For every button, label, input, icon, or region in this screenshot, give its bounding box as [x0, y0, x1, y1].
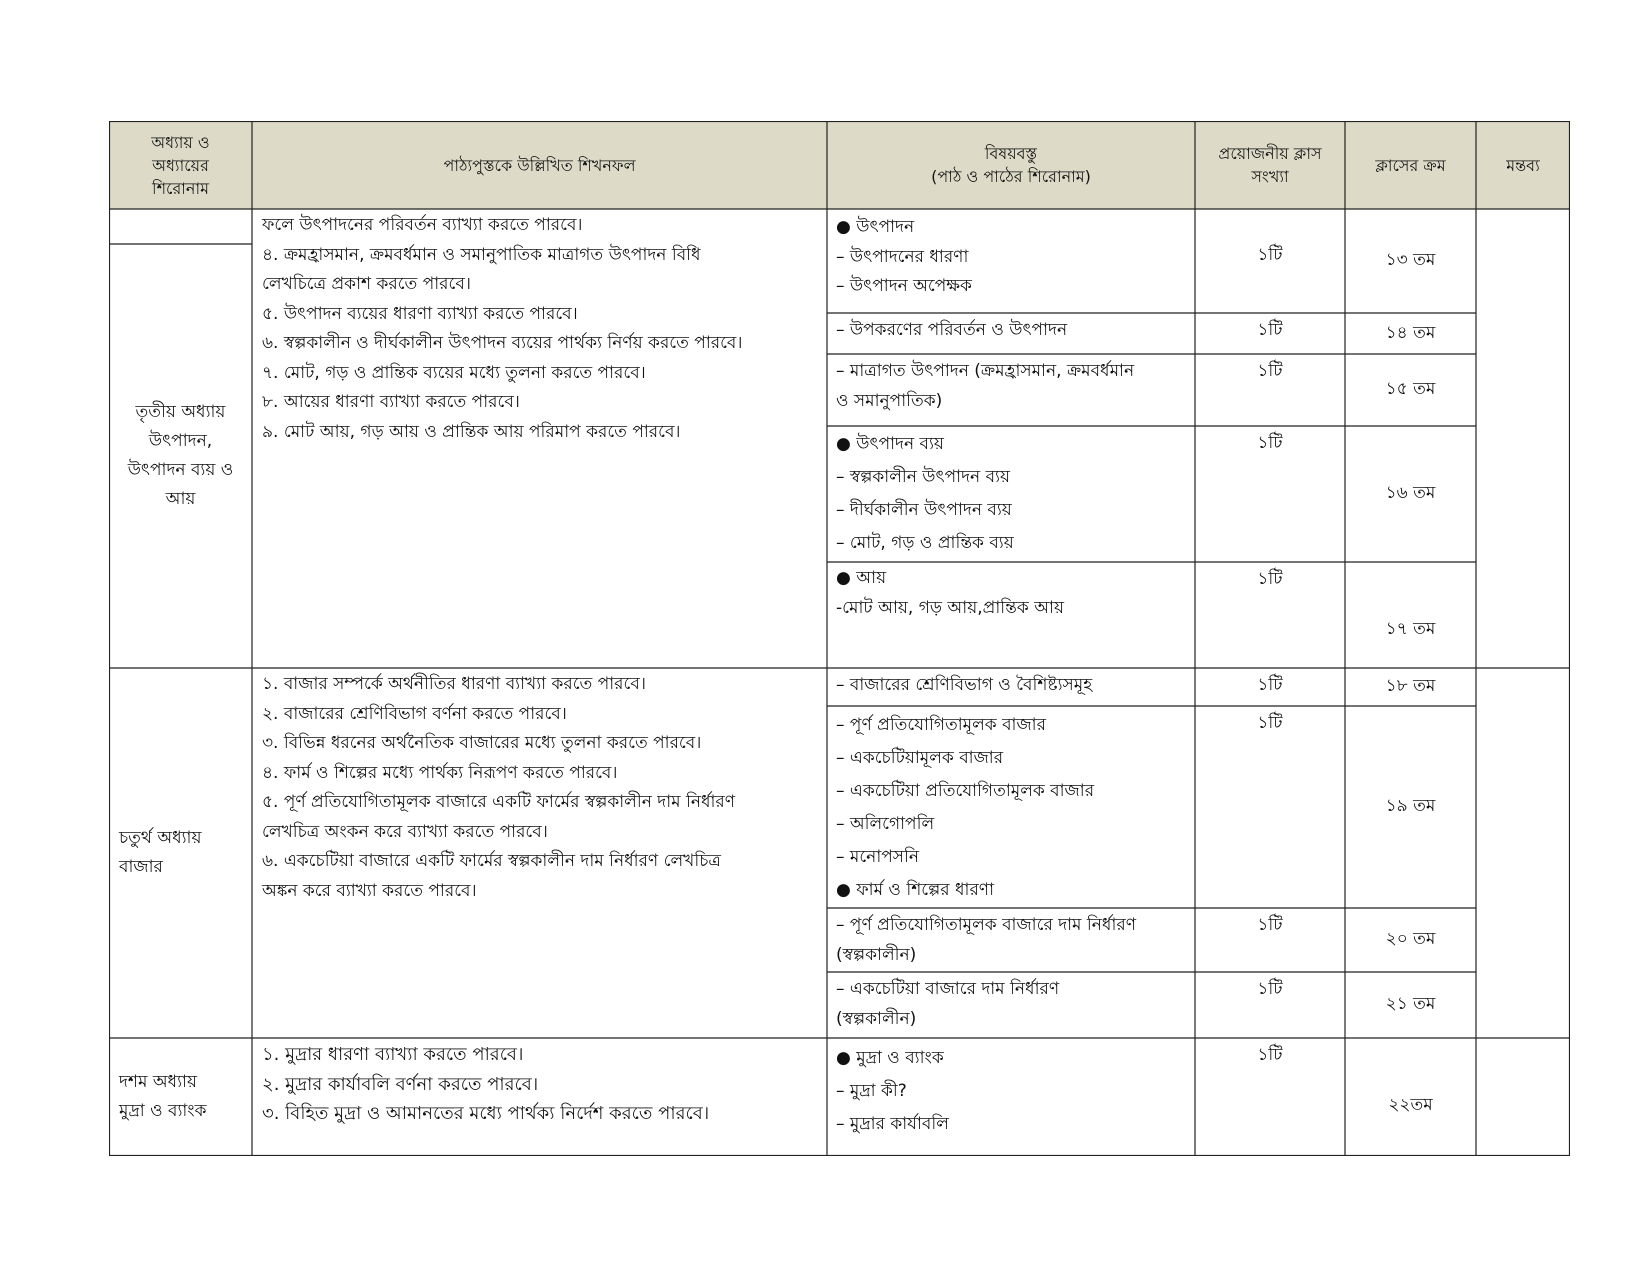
class-order: ১৬ তম — [1385, 483, 1436, 504]
header-text: ক্লাসের ক্রম — [1375, 155, 1446, 175]
content-line: – পূর্ণ প্রতিযোগিতামূলক বাজারে দাম নির্ধারণ — [836, 915, 1137, 935]
content-line: ● ফার্ম ও শিল্পের ধারণা — [836, 880, 995, 900]
content-line: ● আয় — [836, 568, 887, 588]
class-count: ১টি — [1257, 915, 1283, 935]
outcome-line: ৮. আয়ের ধারণা ব্যাখ্যা করতে পারবে। — [262, 392, 520, 412]
content-line: – একচেটিয়া বাজারে দাম নির্ধারণ — [836, 979, 1060, 999]
chapter-title: মুদ্রা ও ব্যাংক — [119, 1101, 207, 1121]
content-line: – পূর্ণ প্রতিযোগিতামূলক বাজার — [836, 715, 1046, 735]
content-cell — [836, 316, 1191, 352]
content-cell — [836, 564, 1191, 664]
chapter-title: উৎপাদন ব্যয় ও — [127, 460, 234, 480]
outcomes-cell — [262, 1040, 822, 1154]
class-order: ১৯ তম — [1385, 796, 1436, 817]
outcome-line: ৪. ফার্ম ও শিল্পের মধ্যে পার্থক্য নিরূপণ করতে পারবে। — [262, 762, 618, 783]
content-line: – একচেটিয়া প্রতিযোগিতামূলক বাজার — [836, 781, 1095, 801]
chapter-title: তৃতীয় অধ্যায় — [135, 402, 226, 422]
syllabus-table — [109, 121, 1570, 1156]
content-line: (স্বল্পকালীন) — [836, 1008, 917, 1029]
content-line: ● উৎপাদন — [836, 217, 915, 237]
class-count: ১টি — [1257, 361, 1283, 381]
class-count: ১টি — [1257, 979, 1283, 999]
content-line: -মোট আয়, গড় আয়,প্রান্তিক আয় — [836, 597, 1064, 618]
chapter-title: দশম অধ্যায় — [119, 1072, 197, 1092]
content-line: – মোট, গড় ও প্রান্তিক ব্যয় — [836, 533, 1014, 553]
header-text: সংখ্যা — [1251, 167, 1289, 186]
class-order: ১৭ তম — [1385, 619, 1436, 640]
chapter-title: উৎপাদন, — [148, 431, 213, 451]
chapter-title: আয় — [165, 489, 196, 509]
chapter-title: চতুর্থ অধ্যায় — [119, 828, 202, 848]
class-count: ১টি — [1257, 1045, 1283, 1065]
content-line: – একচেটিয়ামূলক বাজার — [836, 748, 1004, 768]
outcome-line: ৬. স্বল্পকালীন ও দীর্ঘকালীন উৎপাদন ব্যয়ের পার্থক্য নির্ণয় করতে পারবে। — [262, 333, 743, 353]
class-order: ২২তম — [1388, 1095, 1433, 1116]
content-cell — [836, 1042, 1191, 1152]
content-line: – দীর্ঘকালীন উৎপাদন ব্যয় — [836, 500, 1012, 520]
header-outcomes — [252, 121, 827, 209]
outcomes-cell — [262, 211, 822, 666]
class-count: ১টি — [1257, 675, 1283, 695]
outcomes-cell — [262, 670, 822, 1035]
header-text: পাঠ্যপুস্তকে উল্লিখিত শিখনফল — [443, 155, 636, 175]
content-line: ও সমানুপাতিক) — [836, 390, 943, 411]
header-content — [827, 121, 1195, 209]
class-order: ১৪ তম — [1385, 322, 1436, 343]
content-cell — [836, 709, 1191, 907]
outcome-line: ১. মুদ্রার ধারণা ব্যাখ্যা করতে পারবে। — [262, 1044, 524, 1065]
header-text: অধ্যায়ের — [152, 155, 209, 175]
class-count: ১টি — [1257, 569, 1283, 589]
class-order: ১৫ তম — [1385, 379, 1436, 400]
content-line: – উৎপাদন অপেক্ষক — [836, 276, 972, 296]
header-text: প্রয়োজনীয় ক্লাস — [1218, 144, 1322, 163]
header-text: মন্তব্য — [1506, 155, 1540, 175]
outcome-line: ৯. মোট আয়, গড় আয় ও প্রান্তিক আয় পরিমাপ করতে পারবে। — [262, 421, 681, 442]
class-count: ১টি — [1257, 713, 1283, 733]
outcome-line: ৩. বিহিত মুদ্রা ও আমানতের মধ্যে পার্থক্য নির্দেশ করতে পারবে। — [262, 1103, 710, 1124]
outcome-line: ফলে উৎপাদনের পরিবর্তন ব্যাখ্যা করতে পারবে। — [262, 215, 583, 235]
content-line: – স্বল্পকালীন উৎপাদন ব্যয় — [836, 467, 1010, 487]
content-line: – মুদ্রার কার্যাবলি — [836, 1114, 949, 1134]
content-line: – বাজারের শ্রেণিবিভাগ ও বৈশিষ্ট্যসমূহ — [836, 675, 1093, 695]
content-line: – মনোপসনি — [836, 847, 920, 867]
header-text: শিরোনাম — [152, 178, 209, 198]
outcome-line: ২. বাজারের শ্রেণিবিভাগ বর্ণনা করতে পারবে। — [262, 703, 567, 724]
outcome-line: ৪. ক্রমহ্রাসমান, ক্রমবর্ধমান ও সমানুপাতিক মাত্রাগত উৎপাদন বিধি — [262, 244, 701, 265]
class-count: ১টি — [1257, 245, 1283, 265]
outcome-line: ৭. মোট, গড় ও প্রান্তিক ব্যয়ের মধ্যে তুলনা করতে পারবে। — [262, 362, 646, 383]
content-cell — [836, 428, 1191, 560]
content-cell — [836, 975, 1191, 1035]
outcome-line: ৩. বিভিন্ন ধরনের অর্থনৈতিক বাজারের মধ্যে তুলনা করতে পারবে। — [262, 733, 702, 753]
content-line: – অলিগোপলি — [836, 814, 935, 834]
class-order: ১৮ তম — [1385, 676, 1436, 697]
content-cell — [836, 911, 1191, 971]
class-order: ১৩ তম — [1385, 250, 1436, 271]
class-count: ১টি — [1257, 320, 1283, 340]
header-text: অধ্যায় ও — [151, 132, 210, 152]
content-line: (স্বল্পকালীন) — [836, 944, 917, 965]
content-line: ● মুদ্রা ও ব্যাংক — [836, 1048, 944, 1068]
outcome-line: লেখচিত্রে প্রকাশ করতে পারবে। — [262, 274, 471, 294]
content-line: – মাত্রাগত উৎপাদন (ক্রমহ্রাসমান, ক্রমবর্ধমান — [836, 361, 1135, 381]
outcome-line: ৬. একচেটিয়া বাজারে একটি ফার্মের স্বল্পকালীন দাম নির্ধারণ লেখচিত্র — [262, 851, 721, 871]
class-count: ১টি — [1257, 433, 1283, 453]
outcome-line: ১. বাজার সম্পর্কে অর্থনীতির ধারণা ব্যাখ্যা করতে পারবে। — [262, 674, 646, 694]
content-line: – উৎপাদনের ধারণা — [836, 246, 969, 267]
header-chapter — [109, 121, 252, 209]
outcome-line: অঙ্কন করে ব্যাখ্যা করতে পারবে। — [262, 880, 477, 901]
outcome-line: লেখচিত্র অংকন করে ব্যাখ্যা করতে পারবে। — [262, 821, 548, 842]
content-cell — [836, 671, 1191, 705]
outcome-line: ৫. পূর্ণ প্রতিযোগিতামূলক বাজারে একটি ফার্মের স্বল্পকালীন দাম নির্ধারণ — [262, 792, 736, 812]
chapter-cell — [109, 1038, 252, 1156]
chapter-title: বাজার — [119, 857, 163, 877]
content-line: ● উৎপাদন ব্যয় — [836, 434, 944, 454]
outcome-line: ২. মুদ্রার কার্যাবলি বর্ণনা করতে পারবে। — [262, 1073, 539, 1095]
chapter-cell — [109, 668, 252, 1038]
class-order: ২১ তম — [1385, 994, 1436, 1015]
content-line: – মুদ্রা কী? — [836, 1081, 907, 1101]
content-line: – উপকরণের পরিবর্তন ও উৎপাদন — [836, 320, 1068, 340]
outcome-line: ৫. উৎপাদন ব্যয়ের ধারণা ব্যাখ্যা করতে পারবে। — [262, 303, 578, 324]
header-class-count — [1195, 121, 1345, 209]
header-text: বিষয়বস্তু — [984, 144, 1038, 163]
header-text: (পাঠ ও পাঠের শিরোনাম) — [931, 167, 1091, 186]
chapter-cell — [109, 244, 252, 668]
header-class-order — [1345, 121, 1476, 209]
content-cell — [836, 213, 1191, 313]
class-order: ২০ তম — [1385, 929, 1436, 950]
header-remarks — [1476, 121, 1570, 209]
content-cell — [836, 357, 1191, 423]
